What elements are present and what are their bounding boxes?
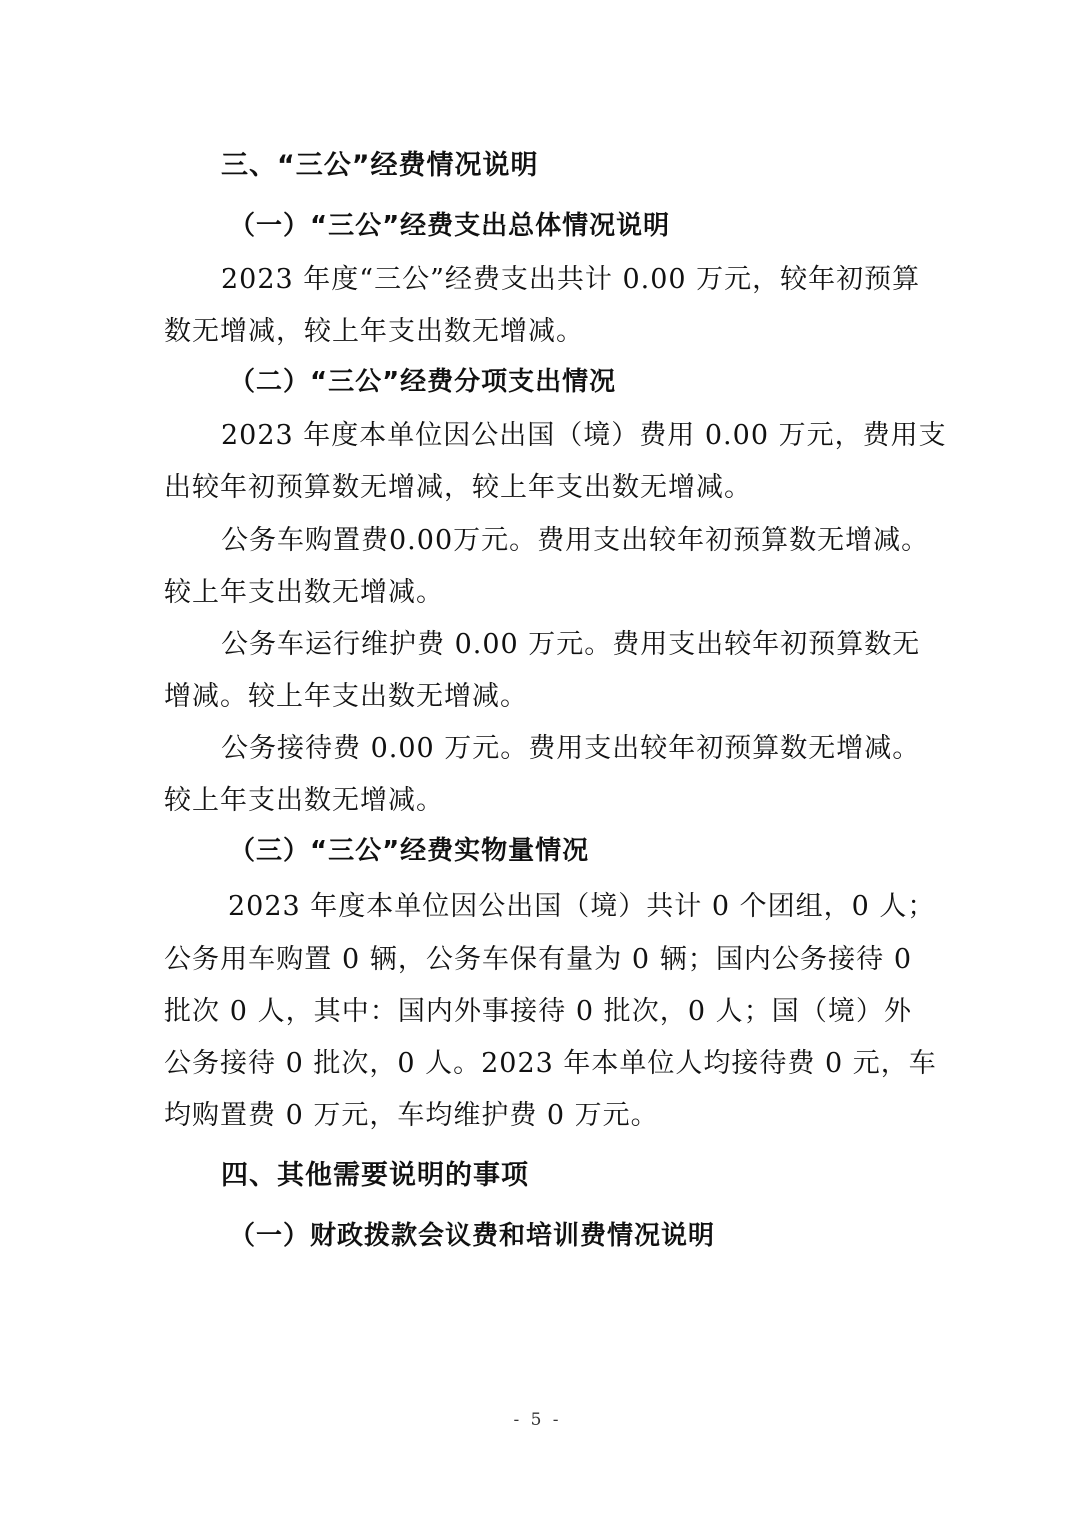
paragraph-line: 2023 年度本单位因公出国（境）费用 0.00 万元，费用支 xyxy=(221,420,947,451)
paragraph-line: 公务车购置费0.00万元。费用支出较年初预算数无增减。 xyxy=(221,525,930,556)
paragraph-line: 2023 年度本单位因公出国（境）共计 0 个团组，0 人； xyxy=(228,891,936,922)
section-3-heading: 三、“三公”经费情况说明 xyxy=(221,150,539,181)
paragraph-line: 公务用车购置 0 辆，公务车保有量为 0 辆；国内公务接待 0 xyxy=(164,944,912,975)
page-number: - 5 - xyxy=(513,1410,562,1430)
paragraph-line: 公务接待 0 批次，0 人。2023 年本单位人均接待费 0 元，车 xyxy=(164,1048,937,1079)
paragraph-line: 2023 年度“三公”经费支出共计 0.00 万元，较年初预算 xyxy=(221,264,921,295)
paragraph-line: 增减。较上年支出数无增减。 xyxy=(164,681,528,712)
paragraph-line: 公务接待费 0.00 万元。费用支出较年初预算数无增减。 xyxy=(221,733,921,764)
subsection-1-heading: （一）“三公”经费支出总体情况说明 xyxy=(229,211,671,241)
paragraph-line: 数无增减，较上年支出数无增减。 xyxy=(164,316,584,347)
paragraph-line: 较上年支出数无增减。 xyxy=(164,577,444,608)
paragraph-line: 批次 0 人，其中：国内外事接待 0 批次，0 人；国（境）外 xyxy=(164,996,912,1027)
paragraph-line: 较上年支出数无增减。 xyxy=(164,785,444,816)
paragraph-line: 均购置费 0 万元，车均维护费 0 万元。 xyxy=(164,1100,659,1131)
paragraph-line: 公务车运行维护费 0.00 万元。费用支出较年初预算数无 xyxy=(221,629,921,660)
subsection-3-heading: （三）“三公”经费实物量情况 xyxy=(229,836,590,866)
subsection-2-heading: （二）“三公”经费分项支出情况 xyxy=(229,367,617,397)
section-4-subsection-1-heading: （一）财政拨款会议费和培训费情况说明 xyxy=(229,1221,716,1251)
paragraph-line: 出较年初预算数无增减，较上年支出数无增减。 xyxy=(164,472,752,503)
section-4-heading: 四、其他需要说明的事项 xyxy=(221,1160,529,1191)
